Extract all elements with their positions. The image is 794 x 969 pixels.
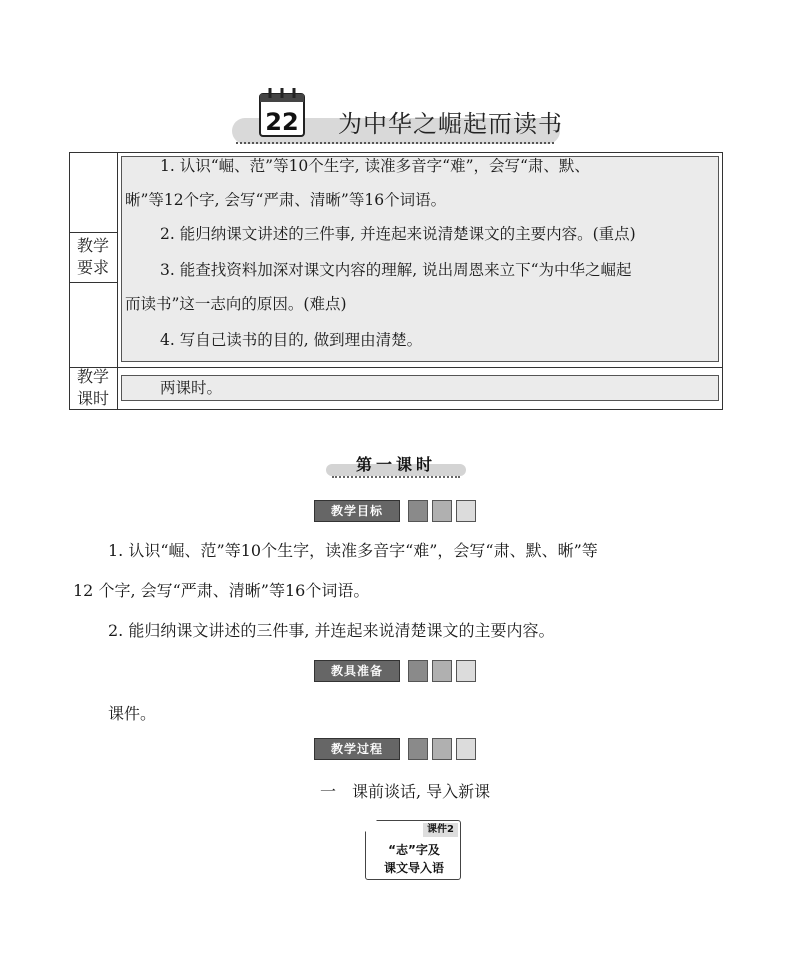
requirement-line: 4. 写自己读书的目的, 做到理由清楚。 xyxy=(160,331,423,349)
requirement-line: 2. 能归纳课文讲述的三件事, 并连起来说清楚课文的主要内容。(重点) xyxy=(160,225,636,243)
hours-label: 教学 课时 xyxy=(76,367,109,408)
requirement-line: 3. 能查找资料加深对课文内容的理解, 说出周恩来立下“为中华之崛起 xyxy=(160,261,632,279)
table-divider-horizontal xyxy=(69,367,723,368)
label-cell-line-top xyxy=(69,232,117,233)
courseware-card[interactable] xyxy=(365,820,461,880)
goal-line: 1. 认识“崛、范”等10个生字，读准多音字“难”，会写“肃、默、晰”等 xyxy=(108,541,598,560)
lesson-title: 为中华之崛起而读书 xyxy=(338,110,563,138)
courseware-line: 课文导入语 xyxy=(383,861,444,875)
title-banner-dots xyxy=(236,142,554,144)
materials-text: 课件。 xyxy=(108,704,157,723)
requirement-line: 而读书”这一志向的原因。(难点) xyxy=(125,295,347,313)
table-divider-vertical xyxy=(117,152,118,410)
goal-line: 12 个字, 会写“严肃、清晰”等16个词语。 xyxy=(73,581,370,600)
lesson-number: 22 xyxy=(265,108,299,136)
courseware-line: “志”字及 xyxy=(388,843,440,857)
process-step-heading: 一 课前谈话, 导入新课 xyxy=(320,782,491,801)
requirement-line: 1. 认识“崛、范”等10个生字, 读准多音字“难”，会写“肃、默、 xyxy=(160,157,590,175)
section-title: 第一课时 xyxy=(355,455,436,474)
requirement-line: 晰”等12个字, 会写“严肃、清晰”等16个词语。 xyxy=(125,191,447,209)
requirements-label: 教学 要求 xyxy=(76,236,109,277)
courseware-badge: 课件2 xyxy=(423,823,458,837)
section-heading xyxy=(326,452,466,478)
goal-line: 2. 能归纳课文讲述的三件事, 并连起来说清楚课文的主要内容。 xyxy=(108,621,555,640)
hours-value: 两课时。 xyxy=(160,379,223,397)
label-cell-line-bottom xyxy=(69,282,117,283)
calendar-icon xyxy=(258,86,308,138)
